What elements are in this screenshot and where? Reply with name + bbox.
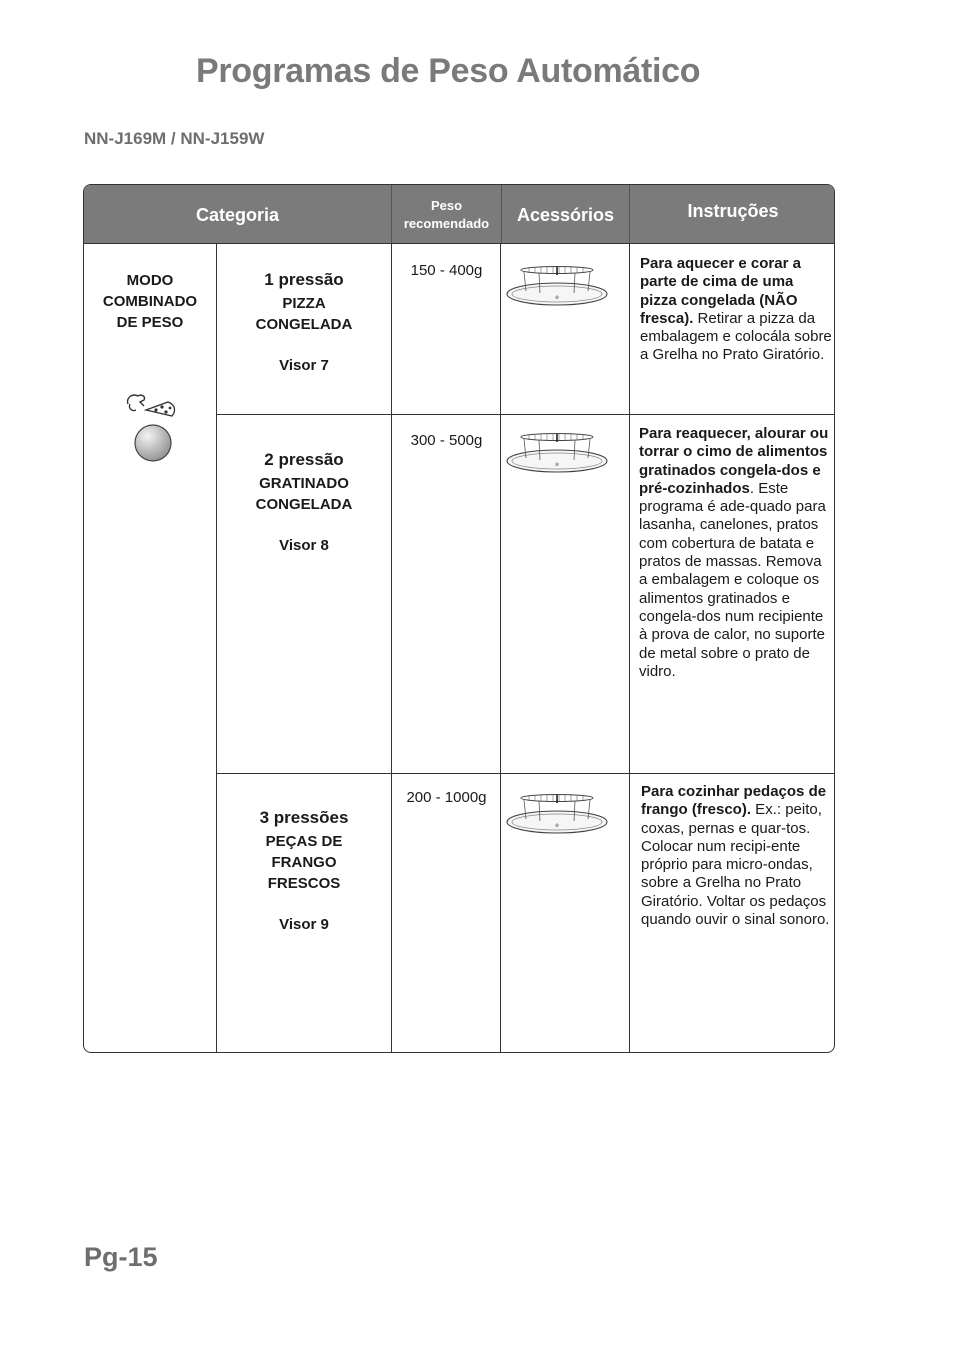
program-3-food-line1: PEÇAS DE: [265, 833, 343, 850]
header-accessories: Acessórios: [516, 204, 615, 225]
program-1-instructions-text: Retirar a pizza da embalagem e colocála sobre a Grelha no Prato Giratório.: [640, 309, 832, 364]
round-button-icon: [133, 423, 173, 463]
page-number: Pg-15: [84, 1242, 158, 1272]
svg-text:⊗: ⊗: [554, 295, 560, 301]
header-instructions: Instruções: [687, 200, 779, 221]
table-header: [84, 185, 834, 244]
mode-line2: COMBINADO: [102, 293, 198, 310]
program-2-food-line1: GRATINADO: [259, 475, 349, 492]
program-2-instructions-bold: Para reaquecer, alourar ou torrar o cimo de alimentos gratinados congela-dos e pré-cozinhados: [639, 425, 829, 497]
mode-line1: MODO: [126, 272, 174, 289]
program-3-visor: Visor 9: [279, 916, 329, 933]
page-title: Programas de Peso Automático: [196, 52, 701, 90]
mode-line3: DE PESO: [116, 314, 184, 331]
program-1-food-line2: CONGELADA: [255, 316, 353, 333]
program-1: [217, 269, 391, 376]
svg-text:⊗: ⊗: [554, 462, 560, 468]
program-1-press: 1 pressão: [264, 270, 344, 289]
program-3-food-line2: FRANGO: [271, 854, 337, 871]
program-1-instructions: [640, 255, 832, 365]
pizza-combination-icon: [124, 390, 180, 420]
program-1-weight: 150 - 400g: [410, 262, 483, 279]
grill-rack-on-turntable-icon: [504, 263, 610, 311]
program-3: [217, 807, 391, 935]
header-weight-line2: recomendado: [403, 216, 490, 231]
program-3-instructions-bold: Para cozinhar pedaços de frango (fresco).: [641, 783, 827, 819]
auto-weight-table: [83, 184, 835, 1053]
program-2: [217, 449, 391, 556]
program-2-visor: Visor 8: [279, 537, 329, 554]
header-weight: [392, 185, 501, 243]
program-2-food-line2: CONGELADA: [255, 496, 353, 513]
program-3-instructions-text: Ex.: peito, coxas, pernas e quar-tos. Colocar num recipi-ente próprio para micro-ondas, sobre a Grelha no Prato Giratório. Voltar os pedaços quando ouvir o sinal sonoro.: [641, 801, 830, 929]
program-2-press: 2 pressão: [264, 450, 344, 469]
header-weight-line1: Peso: [430, 198, 463, 213]
program-2-instructions-text: . Este programa é ade-quado para lasanha, canelones, pratos com cobertura de batata e pratos de massas. Remova a embalagem e coloque os alimentos gratinados e congela-dos num recipiente à prova de calor, no suporte de metal sobre o prato de vidro.: [639, 479, 826, 680]
program-3-press: 3 pressões: [259, 808, 349, 827]
svg-text:⊗: ⊗: [554, 823, 560, 829]
program-3-weight: 200 - 1000g: [406, 789, 487, 806]
program-1-instructions-bold: Para aquecer e corar a parte de cima de uma pizza congelada (NÃO fresca).: [640, 255, 801, 327]
program-1-food-line1: PIZZA: [282, 295, 326, 312]
grill-rack-on-turntable-icon: [504, 430, 610, 478]
program-2-instructions: [639, 425, 831, 681]
program-2-weight: 300 - 500g: [410, 432, 483, 449]
grill-rack-on-turntable-icon: [504, 791, 610, 839]
model-number: NN-J169M / NN-J159W: [84, 129, 265, 148]
program-1-visor: Visor 7: [279, 357, 329, 374]
header-category: Categoria: [195, 204, 280, 225]
program-3-instructions: [641, 783, 831, 929]
program-3-food-line3: FRESCOS: [267, 875, 341, 892]
mode-label: [84, 270, 216, 333]
